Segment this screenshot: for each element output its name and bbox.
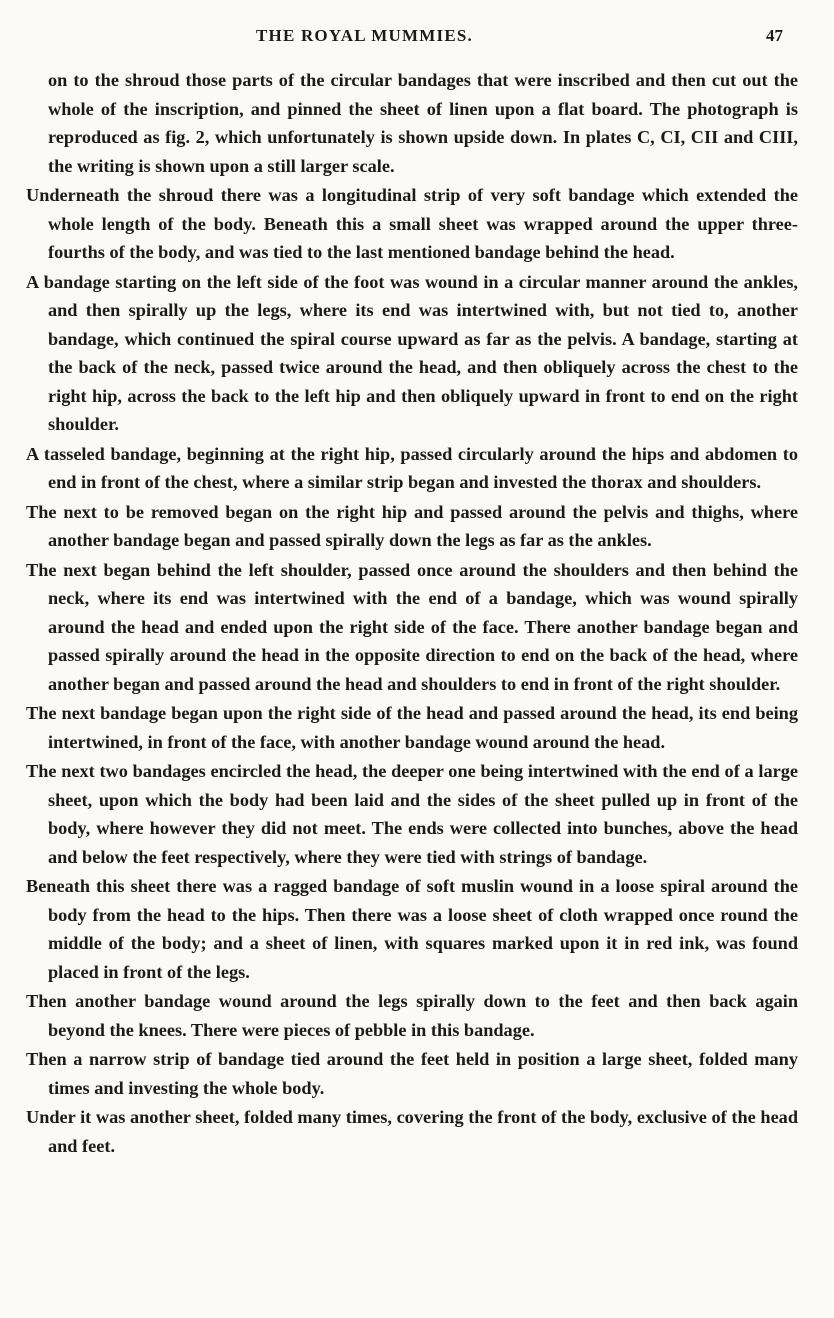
- paragraph: Then a narrow strip of bandage tied around the feet held in position a large sheet, folded many times and investing the whole body.: [26, 1049, 798, 1098]
- paragraph: Underneath the shroud there was a longitudinal strip of very soft bandage which extended the whole length of the body. Beneath this a small sheet was wrapped around the upper three-fourths of the body, and was tied to the last mentioned bandage behind the head.: [26, 185, 798, 262]
- body-text: [26, 66, 798, 1160]
- paragraph: Under it was another sheet, folded many times, covering the front of the body, exclusive of the head and feet.: [26, 1107, 798, 1156]
- paragraph: The next two bandages encircled the head, the deeper one being intertwined with the end of a large sheet, upon which the body had been laid and the sides of the sheet pulled up in front of the body, where however they did not meet. The ends were collected into bunches, above the head and below the feet respectively, where they were tied with strings of bandage.: [26, 761, 798, 867]
- paragraph: The next bandage began upon the right side of the head and passed around the head, its end being intertwined, in front of the face, with another bandage wound around the head.: [26, 703, 798, 752]
- running-title: THE ROYAL MUMMIES.: [256, 26, 473, 45]
- paragraph: Beneath this sheet there was a ragged bandage of soft muslin wound in a loose spiral around the body from the head to the hips. Then there was a loose sheet of cloth wrapped once round the middle of the body; and a sheet of linen, with squares marked upon it in red ink, was found placed in front of the legs.: [26, 876, 798, 982]
- paragraph: A bandage starting on the left side of the foot was wound in a circular manner around the ankles, and then spirally up the legs, where its end was intertwined with, but not tied to, another bandage, which continued the spiral course upward as far as the pelvis. A bandage, starting at the back of the neck, passed twice around the head, and then obliquely across the chest to the right hip, across the back to the left hip and then obliquely upward in front to end on the right shoulder.: [26, 271, 798, 434]
- paragraph: A tasseled bandage, beginning at the right hip, passed circularly around the hips and abdomen to end in front of the chest, where a similar strip began and invested the thorax and shoulders.: [26, 443, 798, 492]
- running-head: [0, 26, 834, 50]
- paragraph: The next to be removed began on the right hip and passed around the pelvis and thighs, where another bandage began and passed spirally down the legs as far as the ankles.: [26, 501, 798, 550]
- paragraph: The next began behind the left shoulder, passed once around the shoulders and then behind the neck, where its end was intertwined with the end of a bandage, which was wound spirally around the head and ended upon the right side of the face. There another bandage began and passed spirally around the head in the opposite direction to end on the back of the head, where another began and passed around the head and shoulders to end in front of the right shoulder.: [26, 559, 798, 694]
- page-number: 47: [766, 26, 783, 45]
- paragraph-continued: on to the shroud those parts of the circular bandages that were inscribed and then cut out the whole of the inscription, and pinned the sheet of linen upon a flat board. The photograph is reproduced as fig. 2, which unfortunately is shown upside down. In plates C, CI, CII and CIII, the writing is shown upon a still larger scale.: [48, 70, 798, 176]
- paragraph: Then another bandage wound around the legs spirally down to the feet and then back again beyond the knees. There were pieces of pebble in this bandage.: [26, 991, 798, 1040]
